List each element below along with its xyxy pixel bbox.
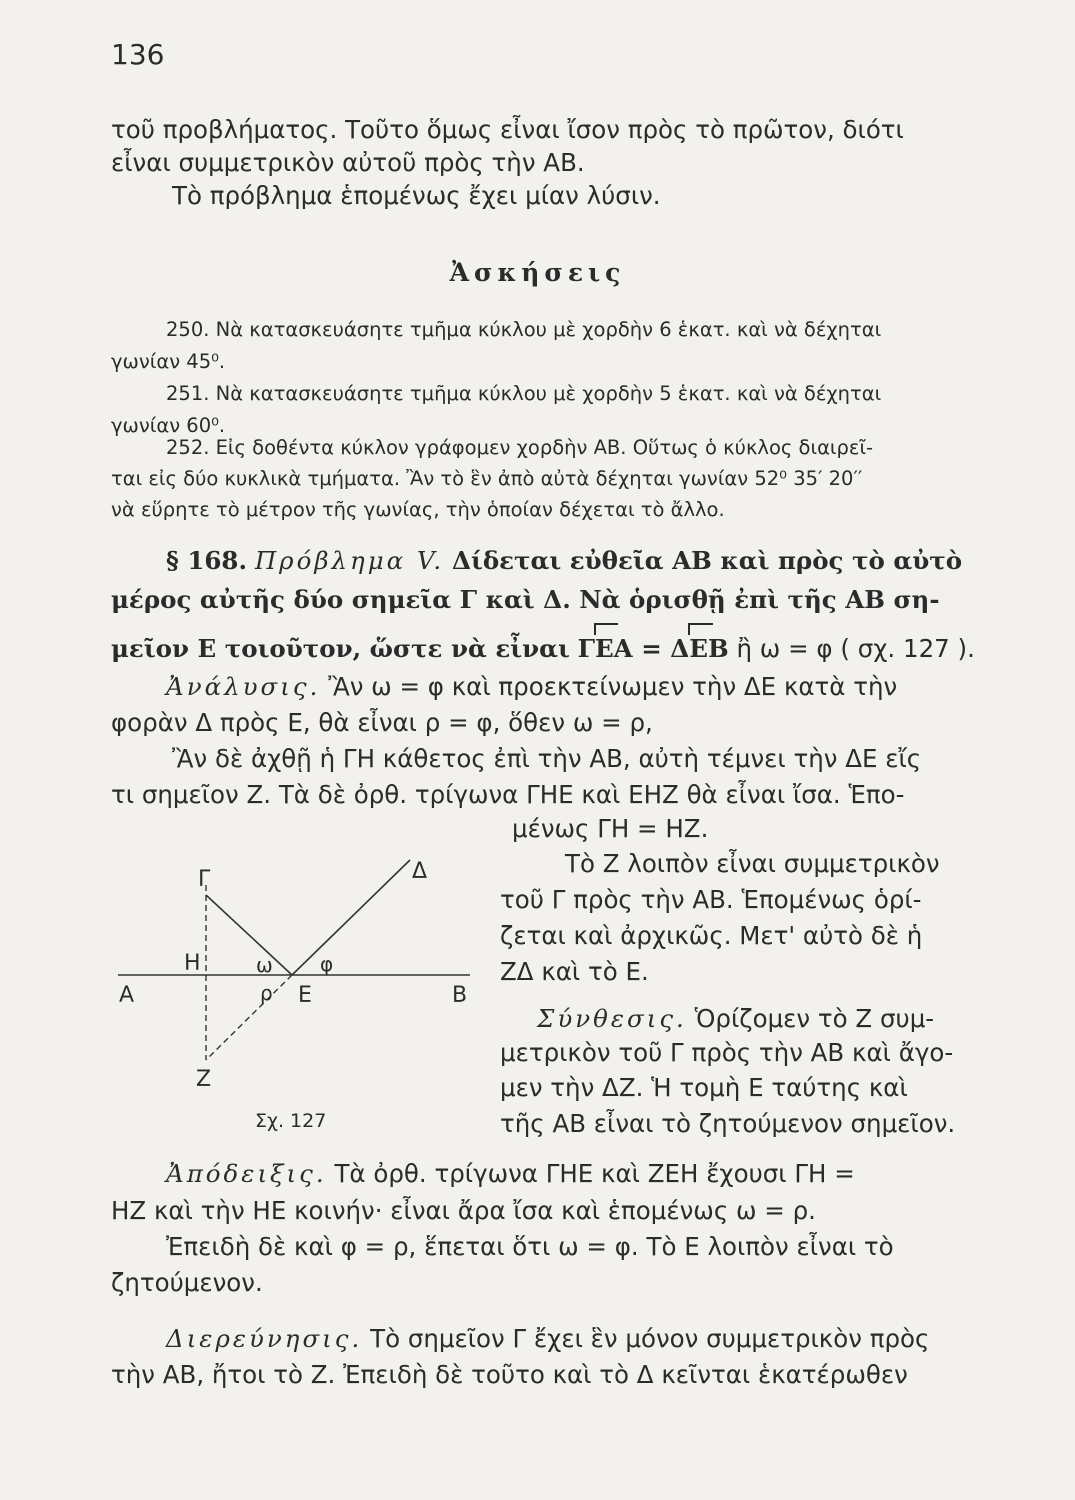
label-rho: ρ (260, 981, 273, 1005)
label-omega: ω (256, 953, 273, 977)
proof-line-1 (166, 1159, 855, 1188)
synthesis-line-3: μεν τὴν ΔΖ. Ἡ τομὴ Ε ταύτης καὶ (500, 1073, 908, 1102)
synthesis-line-2: μετρικὸν τοῦ Γ πρὸς τὴν ΑΒ καὶ ἄγο- (500, 1038, 954, 1067)
investigation-line-1 (166, 1324, 930, 1353)
problem-line-1 (166, 546, 963, 575)
exercise-251-cont: γωνίαν 60⁰. (111, 414, 226, 437)
analysis-line-3: Ἂν δὲ ἀχθῇ ἡ ΓΗ κάθετος ἐπὶ τὴν ΑΒ, αὐτὴ τέμνει τὴν ΔΕ εἴς (172, 744, 922, 773)
exercise-252: 252. Εἰς δοθέντα κύκλον γράφομεν χορδὴν ΑΒ. Οὕτως ὁ κύκλος διαιρεῖ- (166, 436, 874, 459)
analysis-line-5: μένως ΓΗ = ΗΖ. (512, 814, 709, 843)
label-z: Ζ (196, 1067, 212, 1092)
problem-line-3 (111, 634, 975, 663)
intro-line-3: Τὸ πρόβλημα ἑπομένως ἔχει μίαν λύσιν. (172, 181, 661, 210)
analysis-line-9: ΖΔ καὶ τὸ Ε. (500, 957, 649, 986)
synthesis-line-4: τῆς ΑΒ εἶναι τὸ ζητούμενον σημεῖον. (500, 1109, 956, 1138)
analysis-text-1: Ἂν ω = φ καὶ προεκτείνωμεν τὴν ΔΕ κατὰ τὴν (328, 672, 898, 701)
proof-label: Ἀπόδειξις. (166, 1159, 327, 1188)
proof-line-3: Ἐπειδὴ δὲ καὶ φ = ρ, ἕπεται ὅτι ω = φ. Τὸ Ε λοιπὸν εἶναι τὸ (166, 1232, 894, 1261)
analysis-line-2: φορὰν Δ πρὸς Ε, θὰ εἶναι ρ = φ, ὅθεν ω = ρ, (111, 708, 653, 737)
synthesis-label: Σύνθεσις. (537, 1004, 687, 1033)
figure-127 (110, 850, 490, 1140)
analysis-line-7: τοῦ Γ πρὸς τὴν ΑΒ. Ἑπομένως ὁρί- (500, 885, 922, 914)
figure-caption: Σχ. 127 (255, 1110, 327, 1132)
section-number: § 168. (166, 546, 248, 575)
analysis-line-1 (166, 672, 898, 701)
problem-text-1: Δίδεται εὐθεῖα ΑΒ καὶ πρὸς τὸ αὐτὸ (451, 546, 963, 575)
problem-title: Πρόβλημα V. (254, 546, 445, 575)
problem-text-3: μεῖον Ε τοιοῦτον, ὥστε νὰ εἶναι (111, 634, 570, 663)
figure-ref: ( σχ. 127 ). (840, 634, 975, 663)
investigation-line-2: τὴν ΑΒ, ἤτοι τὸ Ζ. Ἐπειδὴ δὲ τοῦτο καὶ τὸ Δ κεῖνται ἑκατέρωθεν (111, 1360, 908, 1389)
label-b: Β (452, 983, 468, 1008)
label-d: Δ (412, 859, 428, 884)
intro-line-1: τοῦ προβλήματος. Τοῦτο ὅμως εἶναι ἴσον πρὸς τὸ πρῶτον, διότι (111, 115, 904, 144)
intro-line-2: εἶναι συμμετρικὸν αὐτοῦ πρὸς τὴν ΑΒ. (111, 148, 585, 177)
omega-phi: ἢ ω = φ (728, 634, 833, 663)
exercise-252-line-3: νὰ εὕρητε τὸ μέτρον τῆς γωνίας, τὴν ὁποίαν δέχεται τὸ ἄλλο. (111, 498, 725, 521)
page-number: 136 (111, 38, 165, 71)
line-ge (206, 895, 292, 975)
proof-line-2: ΗΖ καὶ τὴν ΗΕ κοινήν· εἶναι ἄρα ἴσα καὶ ἑπομένως ω = ρ. (111, 1196, 816, 1225)
analysis-line-6: Τὸ Ζ λοιπὸν εἶναι συμμετρικὸν (565, 849, 940, 878)
problem-line-2: μέρος αὐτῆς δύο σημεῖα Γ καὶ Δ. Νὰ ὁρισθῇ ἐπὶ τῆς ΑΒ ση- (111, 585, 940, 614)
synthesis-line-1 (537, 1004, 935, 1033)
analysis-line-8: ζεται καὶ ἀρχικῶς. Μετ' αὐτὸ δὲ ἡ (500, 921, 923, 950)
angle-deb: ΔΕΒ (670, 634, 729, 663)
exercise-250-cont: γωνίαν 45⁰. (111, 350, 226, 373)
investigation-label: Διερεύνησις. (166, 1324, 363, 1353)
analysis-label: Ἀνάλυσις. (166, 672, 321, 701)
exercise-252-line-2: ται εἰς δύο κυκλικὰ τμήματα. Ἂν τὸ ἓν ἀπὸ αὐτὰ δέχηται γωνίαν 52⁰ 35′ 20′′ (111, 467, 863, 490)
label-g: Γ (198, 867, 211, 892)
label-phi: φ (320, 952, 334, 976)
synthesis-text-1: Ὁρίζομεν τὸ Ζ συμ- (694, 1004, 935, 1033)
line-ez (206, 975, 292, 1060)
line-ed (292, 860, 410, 975)
label-h: Η (184, 951, 201, 976)
equals: = (632, 634, 671, 663)
label-a: Α (119, 983, 135, 1008)
label-e: Ε (298, 983, 312, 1008)
exercises-heading: Ἀσκήσεις (449, 258, 626, 287)
exercise-251: 251. Νὰ κατασκευάσητε τμῆμα κύκλου μὲ χορδὴν 5 ἑκατ. καὶ νὰ δέχηται (166, 382, 882, 405)
analysis-line-4: τι σημεῖον Ζ. Τὰ δὲ ὀρθ. τρίγωνα ΓΗΕ καὶ ΕΗΖ θὰ εἶναι ἴσα. Ἑπο- (111, 780, 905, 809)
proof-text-1: Τὰ ὀρθ. τρίγωνα ΓΗΕ καὶ ΖΕΗ ἔχουσι ΓΗ = (334, 1159, 855, 1188)
angle-gea: ΓΕΑ (577, 634, 633, 663)
investigation-text-1: Τὸ σημεῖον Γ ἔχει ἓν μόνον συμμετρικὸν πρὸς (370, 1324, 930, 1353)
proof-line-4: ζητούμενον. (111, 1268, 263, 1297)
exercise-250: 250. Νὰ κατασκευάσητε τμῆμα κύκλου μὲ χορδὴν 6 ἑκατ. καὶ νὰ δέχηται (166, 318, 882, 341)
